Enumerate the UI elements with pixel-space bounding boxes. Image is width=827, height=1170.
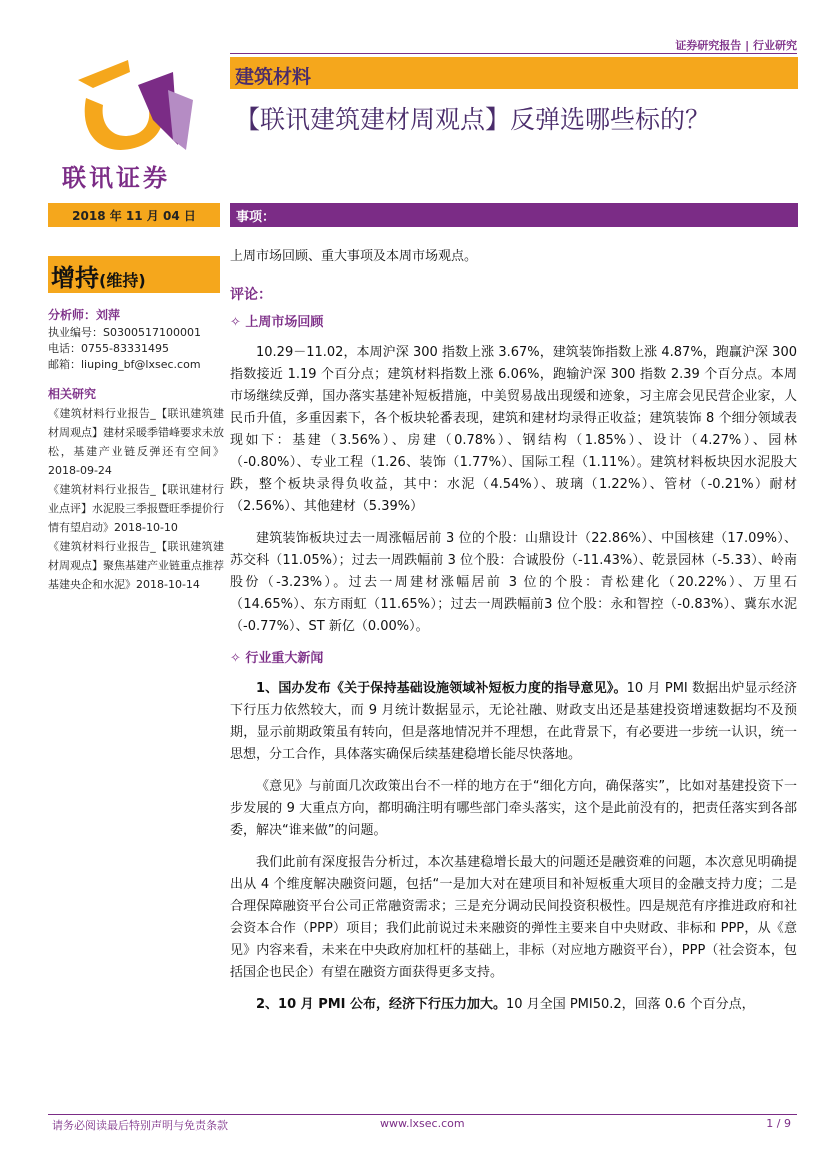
rating-main: 增持 xyxy=(51,264,99,292)
analyst-email[interactable]: 邮箱：liuping_bf@lxsec.com xyxy=(48,358,201,371)
paragraph-top-stocks: 建筑装饰板块过去一周涨幅居前 3 位的个股：山鼎设计（22.86%）、中国核建（17.09%）、苏交科（11.05%）；过去一周跌幅前 3 位个股：合诚股份（-11.43%）、乾景园林（-5.33）、岭南股份（-3.23%）。过去一周建材涨幅居前 3 位的个股：青松建化（20.22%）、万里石（14.65%）、东方雨虹（11.65%）；过去一周跌幅前3 位个股：永和智控（-0.83%）、冀东水泥（-0.77%）、ST 新亿（0.00%）。 xyxy=(230,531,797,634)
footer-page-number: 1 / 9 xyxy=(766,1117,791,1130)
analyst-heading: 分析师：刘萍 xyxy=(48,308,121,322)
footer-divider xyxy=(48,1114,797,1115)
news-2-body: 10 月全国 PMI50.2，回落 0.6 个百分点， xyxy=(506,997,755,1012)
report-title: 【联讯建筑建材周观点】反弹选哪些标的？ xyxy=(235,105,711,134)
news-1-headline: 1、国办发布《关于保持基础设施领域补短板力度的指导意见》。 xyxy=(256,681,627,696)
analyst-license: 执业编号：S0300517100001 xyxy=(48,326,201,339)
footer-disclaimer[interactable]: 请务必阅读最后特别声明与免责条款 xyxy=(52,1119,228,1132)
matters-bar xyxy=(230,203,798,227)
section-industry-news: ✧ 行业重大新闻 xyxy=(230,651,324,666)
report-date: 2018 年 11 月 04 日 xyxy=(72,209,196,223)
related-item[interactable]: 《建筑材料行业报告_【联讯建筑建材周观点】建材采暖季错峰要求未放松，基建产业链反弹还有空间》2018-09-24 xyxy=(48,407,224,477)
main-content xyxy=(230,246,797,1016)
matters-heading: 事项： xyxy=(236,210,276,225)
paragraph-financing: 我们此前有深度报告分析过，本次基建稳增长最大的问题还是融资难的问题，本次意见明确提出从 4 个维度解决融资问题，包括“一是加大对在建项目和补短板重大项目的金融支持力度；二是合理保障融资平台公司正常融资需求；三是充分调动民间投资积极性。四是规范有序推进政府和社会资本合作（PPP）项目；我们此前说过未来融资的弹性主要来自中央财政、非标和 PPP，从《意见》内容来看，未来在中央政府加杠杆的基础上，非标（对应地方融资平台），PPP（社会资本，包括国企也民企）有望在融资方面获得更多支持。 xyxy=(230,855,797,980)
company-name: 联讯证券 xyxy=(62,164,170,192)
news-2-headline: 2、10 月 PMI 公布，经济下行压力加大。 xyxy=(256,997,507,1012)
report-type: 证券研究报告 | 行业研究 xyxy=(675,39,797,52)
paragraph-news-1 xyxy=(230,678,797,766)
paragraph-opinion: 《意见》与前面几次政策出台不一样的地方在于“细化方向，确保落实”，比如对基建投资下一步发展的 9 大重点方向，都明确注明有哪些部门牵头落实，这个是此前没有的，把责任落实到各部委，解决“谁来做”的问题。 xyxy=(230,779,797,838)
related-item[interactable]: 《建筑材料行业报告_【联讯建材行业点评】水泥股三季报暨旺季提价行情有望启动》2018-10-10 xyxy=(48,483,224,534)
analyst-block xyxy=(48,306,224,594)
category-bar xyxy=(230,57,798,89)
footer-website[interactable]: www.lxsec.com xyxy=(380,1117,465,1130)
header-divider xyxy=(230,53,797,54)
related-heading: 相关研究 xyxy=(48,387,97,401)
comment-heading: 评论： xyxy=(230,287,272,303)
section-market-review: ✧ 上周市场回顾 xyxy=(230,315,324,330)
matters-text: 上周市场回顾、重大事项及本周市场观点。 xyxy=(230,249,478,264)
related-item[interactable]: 《建筑材料行业报告_【联讯建筑建材周观点】聚焦基建产业链重点推荐基建央企和水泥》2018-10-14 xyxy=(48,540,224,591)
paragraph-market-review: 10.29－11.02，本周沪深 300 指数上涨 3.67%，建筑装饰指数上涨 4.87%，跑赢沪深 300 指数接近 1.19 个百分点；建筑材料指数上涨 6.06%，跑输沪深 300 指数 2.39 个百分点。本周市场继续反弹，国办落实基建补短板措施，中美贸易战出现缓和迹象，习主席会见民营企业家，人民币升值，多重因素下，各个板块轮番表现，建筑和建材均录得正收益；建筑装饰 8 个细分领域表现如下：基建（3.56%）、房建（0.78%）、钢结构（1.85%）、设计（4.27%）、园林（-0.80%）、专业工程（1.26、装饰（1.77%）、国际工程（1.11%）。建筑材料板块因水泥股大跌，整个板块录得负收益，其中：水泥（4.54%）、玻璃（1.22%）、管材（-0.21%）耐材（2.56%）、其他建材（5.39%） xyxy=(230,345,797,514)
rating-sub: (维持) xyxy=(99,271,146,290)
news-1-body: 10 月 PMI 数据出炉显示经济下行压力依然较大，而 9 月统计数据显示，无论社融、财政支出还是基建投资增速数据均不及预期，显示前期政策虽有转向，但是落地情况并不理想，在此背景下，有必要进一步统一认识，统一思想，分工合作，具体落实确保后续基建稳增长能尽快落地。 xyxy=(230,681,797,762)
rating xyxy=(51,258,146,293)
paragraph-news-2 xyxy=(230,994,797,1016)
category-label: 建筑材料 xyxy=(235,66,312,88)
analyst-phone: 电话：0755-83331495 xyxy=(48,342,169,355)
